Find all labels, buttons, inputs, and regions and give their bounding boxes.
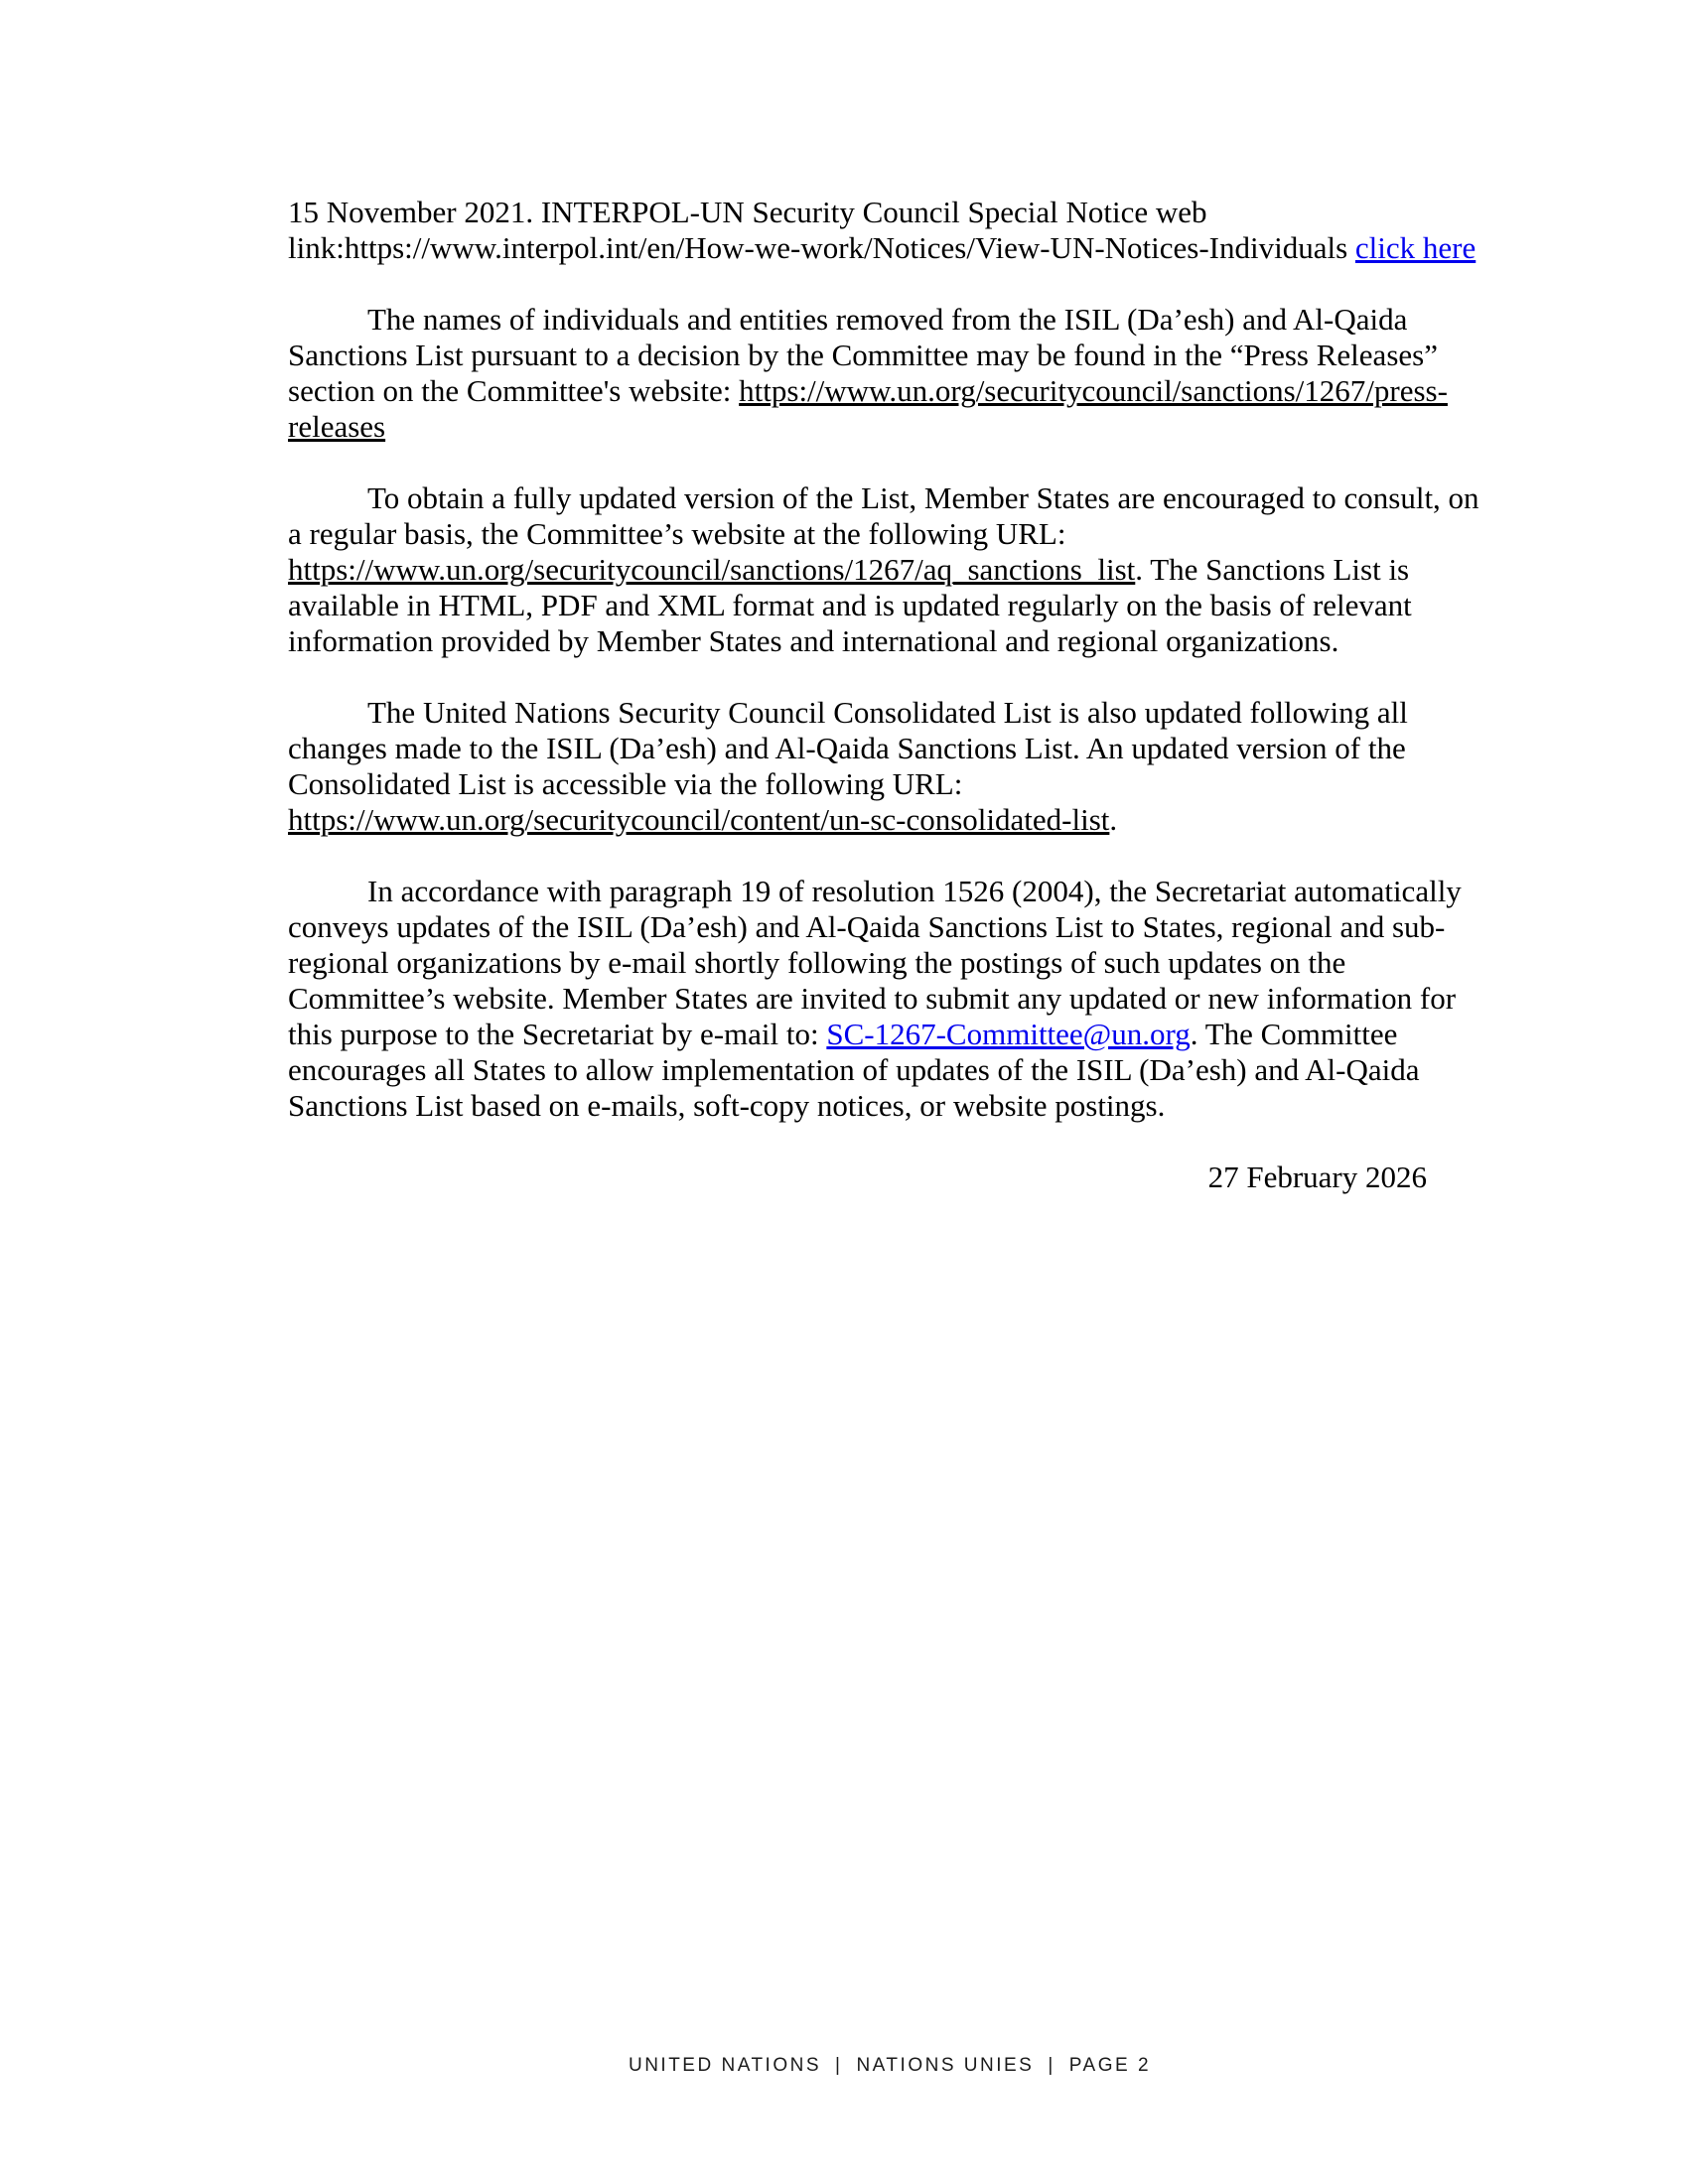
- text-run: this purpose to the Secretariat by e-mail to:: [288, 1017, 827, 1051]
- text-run: The names of individuals and entities removed from the ISIL (Da’esh) and Al-Qaida: [367, 302, 1408, 337]
- text-run: a regular basis, the Committee’s website at the following URL:: [288, 516, 1066, 551]
- text-run: regional organizations by e-mail shortly following the postings of such updates on the: [288, 945, 1346, 980]
- footer-separator: |: [1048, 2055, 1055, 2076]
- text-run: Consolidated List is accessible via the following URL:: [288, 766, 963, 801]
- text-run: .: [1109, 802, 1118, 837]
- text-run: In accordance with paragraph 19 of resolution 1526 (2004), the Secretariat automatically: [367, 874, 1462, 908]
- footer-nations-unies-label: NATIONS UNIES: [856, 2055, 1035, 2076]
- page-footer: [288, 2055, 1491, 2077]
- text-run: Sanctions List pursuant to a decision by the Committee may be found in the “Press Releases”: [288, 338, 1438, 372]
- text-run: conveys updates of the ISIL (Da’esh) and Al-Qaida Sanctions List to States, regional and sub-: [288, 909, 1446, 944]
- text-run: section on the Committee's website:: [288, 373, 740, 408]
- click-here-link[interactable]: click here: [1354, 230, 1477, 265]
- paragraph: [288, 480, 1491, 659]
- text-run: The United Nations Security Council Consolidated List is also updated following all: [367, 695, 1408, 730]
- paragraph: [288, 695, 1491, 838]
- paragraph: [288, 874, 1491, 1124]
- aq-sanctions-list-link[interactable]: https://www.un.org/securitycouncil/sanctions/1267/aq_sanctions_list: [288, 552, 1136, 587]
- footer-united-nations-label: UNITED NATIONS: [628, 2055, 822, 2076]
- footer-separator: |: [835, 2055, 843, 2076]
- footer-page-number-label: PAGE 2: [1068, 2055, 1152, 2076]
- text-run: information provided by Member States and international and regional organizations.: [288, 623, 1339, 658]
- text-run: encourages all States to allow implementation of updates of the ISIL (Da’esh) and Al-Qaida: [288, 1052, 1420, 1087]
- text-run: Committee’s website. Member States are invited to submit any updated or new information for: [288, 981, 1457, 1016]
- paragraph: [288, 302, 1491, 445]
- text-run: . The Committee: [1190, 1017, 1398, 1051]
- text-run: Sanctions List based on e-mails, soft-copy notices, or website postings.: [288, 1088, 1166, 1123]
- document-paragraphs: [288, 195, 1491, 1124]
- text-run: 15 November 2021. INTERPOL-UN Security Council Special Notice web: [288, 195, 1207, 229]
- press-releases-link[interactable]: https://www.un.org/securitycouncil/sanctions/1267/press-: [739, 373, 1448, 408]
- text-run: To obtain a fully updated version of the List, Member States are encouraged to consult, on: [367, 480, 1479, 515]
- paragraph: [288, 195, 1491, 266]
- text-run: . The Sanctions List is: [1135, 552, 1410, 587]
- consolidated-list-link[interactable]: https://www.un.org/securitycouncil/content/un-sc-consolidated-list: [288, 802, 1110, 837]
- date-line: 27 February 2026: [1207, 1160, 1427, 1194]
- text-run: link:https://www.interpol.int/en/How-we-work/Notices/View-UN-Notices-Individuals: [288, 230, 1355, 265]
- text-run: changes made to the ISIL (Da’esh) and Al-Qaida Sanctions List. An updated version of the: [288, 731, 1406, 765]
- committee-email-link[interactable]: SC-1267-Committee@un.org: [826, 1017, 1191, 1051]
- text-run: available in HTML, PDF and XML format and is updated regularly on the basis of relevant: [288, 588, 1412, 622]
- document-body-column: [288, 195, 1491, 1195]
- press-releases-link[interactable]: releases: [288, 409, 386, 444]
